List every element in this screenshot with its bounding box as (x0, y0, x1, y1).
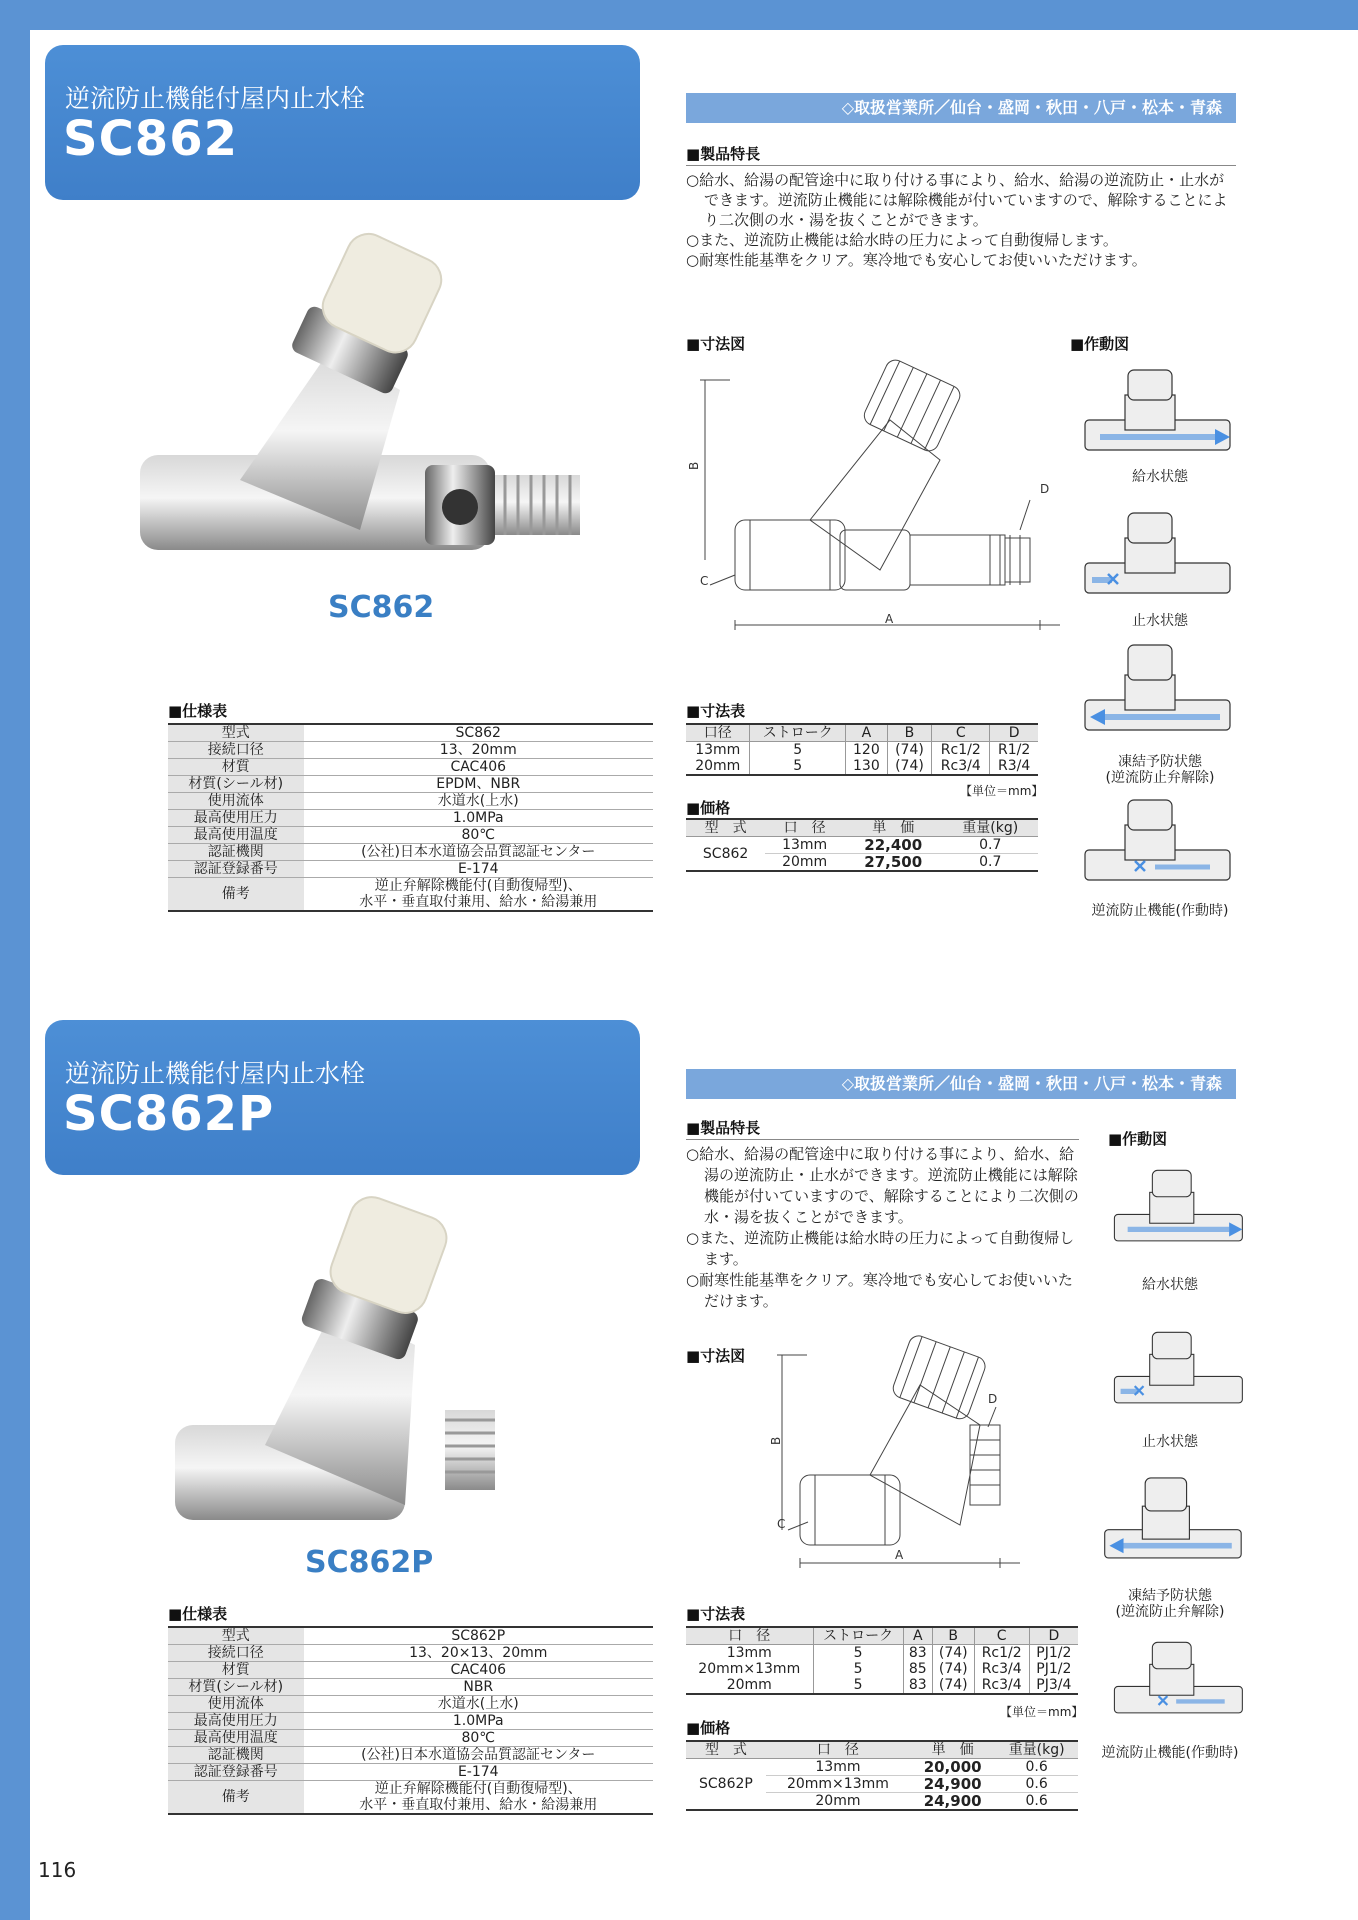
dimension-cell: PJ1/2 (1029, 1661, 1078, 1677)
price-col-header: 単 価 (844, 819, 943, 837)
features-list (686, 170, 1236, 270)
price-weight: 0.6 (995, 1759, 1078, 1776)
unit-note: 【単位＝mm】 (1000, 1705, 1084, 1719)
spec-value (304, 759, 654, 776)
label-d: D (988, 1392, 998, 1406)
dimension-cell: 13mm (726, 1645, 772, 1661)
label-a: A (885, 612, 894, 626)
spec-value (304, 724, 654, 742)
spec-key: 材質(シール材) (168, 776, 304, 793)
dimension-cell: R3/4 (990, 758, 1038, 775)
dimension-cell: (74) (932, 1645, 974, 1662)
spec-row (168, 724, 653, 742)
spec-key: 接続口径 (168, 742, 304, 759)
state-diagram (1110, 1632, 1260, 1732)
spec-row (168, 844, 653, 861)
label-b: B (687, 461, 701, 470)
spec-value (304, 1679, 654, 1696)
dimension-col-header: D (1029, 1627, 1078, 1645)
price-weight: 0.6 (995, 1776, 1078, 1793)
state-caption (1090, 1588, 1250, 1620)
label-a: A (895, 1548, 904, 1562)
spec-row (168, 759, 653, 776)
dimension-col-header: A (845, 724, 887, 742)
state-caption: 給水状態 (1142, 1277, 1198, 1293)
dimension-cell: (74) (887, 742, 931, 759)
price-weight: 0.6 (995, 1793, 1078, 1811)
side-bar (0, 0, 30, 1920)
spec-key: 備考 (168, 1781, 304, 1815)
dimension-cell: 20mm×13mm (698, 1661, 801, 1677)
dimension-cell: 5 (813, 1677, 903, 1694)
spec-table (168, 723, 653, 912)
spec-value (304, 776, 654, 793)
spec-value (304, 1781, 654, 1815)
dimension-header-row (686, 724, 1038, 742)
price-col-header: 単 価 (910, 1741, 995, 1759)
spec-value (304, 878, 654, 912)
state-caption-line: (逆流防止弁解除) (1115, 1604, 1225, 1620)
spec-value-line: CAC406 (450, 759, 507, 775)
spec-row (168, 1696, 653, 1713)
price-row (686, 837, 1038, 854)
divider (686, 165, 1236, 166)
spec-value-line: 13、20×13、20mm (409, 1645, 548, 1661)
state-caption-line: (逆流防止弁解除) (1105, 770, 1215, 786)
spec-key: 最高使用圧力 (168, 810, 304, 827)
dimension-cell: Rc1/2 (932, 742, 990, 759)
label-c: C (700, 574, 709, 588)
spec-row (168, 1730, 653, 1747)
page-number: 116 (38, 1858, 77, 1882)
price-diameter: 20mm (766, 1793, 910, 1811)
spec-value (304, 810, 654, 827)
price-col-header: 口 径 (766, 1741, 910, 1759)
dimension-cell: 5 (813, 1645, 903, 1662)
spec-value-line: 水平・垂直取付兼用、給水・給湯兼用 (359, 1797, 598, 1813)
dimension-table-heading: ■寸法表 (686, 702, 746, 720)
dimension-col-header: C (932, 724, 990, 742)
spec-key: 認証登録番号 (168, 861, 304, 878)
operation-heading: ■作動図 (1108, 1130, 1168, 1148)
dimension-cell: 83 (903, 1677, 932, 1694)
spec-key: 最高使用温度 (168, 1730, 304, 1747)
price-header-row (686, 819, 1038, 837)
dimension-row (686, 1645, 1078, 1662)
dimension-cell: (74) (887, 758, 931, 775)
title-banner (45, 45, 640, 200)
dimension-cell: R1/2 (990, 742, 1038, 759)
price-value: 20,000 (910, 1759, 995, 1776)
product-model: SC862 (63, 111, 238, 167)
dimension-drawing (687, 370, 1060, 640)
state-diagram (1080, 365, 1250, 465)
dimension-col-header: 口径 (686, 724, 750, 742)
spec-key: 型式 (168, 724, 304, 742)
spec-value-line: 逆止弁解除機能付(自動復帰型)、 (374, 1781, 582, 1797)
price-col-header: 口 径 (765, 819, 844, 837)
price-value: 27,500 (844, 854, 943, 872)
spec-value (304, 1730, 654, 1747)
spec-key: 接続口径 (168, 1645, 304, 1662)
price-heading: ■価格 (686, 799, 731, 817)
spec-key: 材質(シール材) (168, 1679, 304, 1696)
label-d: D (1040, 482, 1050, 496)
price-diameter: 13mm (766, 1759, 910, 1776)
spec-value-line: (公社)日本水道協会品質認証センター (361, 1747, 596, 1763)
price-table (686, 1740, 1078, 1811)
features-heading: ■製品特長 (686, 1119, 761, 1137)
state-diagram (1110, 1322, 1260, 1422)
dimension-cell: 5 (750, 758, 845, 775)
spec-row (168, 1645, 653, 1662)
state-diagram (1110, 1160, 1260, 1260)
product-photo (130, 230, 610, 590)
spec-value-line: 13、20mm (439, 742, 517, 758)
price-heading: ■価格 (686, 1719, 731, 1737)
spec-value (304, 1627, 654, 1645)
spec-value (304, 844, 654, 861)
dimension-drawing (760, 1345, 1020, 1575)
price-col-header: 重量(kg) (943, 819, 1039, 837)
dimension-row (686, 758, 1038, 775)
dimension-col-header: A (903, 1627, 932, 1645)
spec-value (304, 1696, 654, 1713)
spec-key: 材質 (168, 1662, 304, 1679)
spec-key: 材質 (168, 759, 304, 776)
dimension-col-header: ストローク (750, 724, 845, 742)
price-value: 24,900 (910, 1793, 995, 1811)
office-bar: ◇取扱営業所／仙台・盛岡・秋田・八戸・松本・青森 (686, 93, 1236, 123)
spec-value (304, 1662, 654, 1679)
spec-value (304, 1747, 654, 1764)
office-bar: ◇取扱営業所／仙台・盛岡・秋田・八戸・松本・青森 (686, 1069, 1236, 1099)
dimension-cell: 130 (845, 758, 887, 775)
state-diagram (1080, 508, 1250, 608)
dimension-cell: (74) (932, 1677, 974, 1694)
product-model: SC862P (63, 1086, 275, 1142)
price-model: SC862P (686, 1759, 766, 1811)
dimension-cell: Rc1/2 (974, 1645, 1029, 1662)
spec-value-line: E-174 (457, 861, 499, 877)
spec-row (168, 742, 653, 759)
product-subtitle: 逆流防止機能付屋内止水栓 (65, 1059, 366, 1088)
label-c: C (777, 1517, 786, 1531)
spec-row (168, 1764, 653, 1781)
price-value: 24,900 (910, 1776, 995, 1793)
label-b: B (769, 1436, 783, 1445)
price-weight: 0.7 (943, 837, 1039, 854)
spec-value (304, 1713, 654, 1730)
spec-key: 使用流体 (168, 1696, 304, 1713)
price-col-header: 重量(kg) (995, 1741, 1078, 1759)
state-diagram (1080, 640, 1250, 750)
spec-value-line: 水道水(上水) (437, 793, 519, 809)
state-diagram (1080, 795, 1250, 895)
price-model: SC862 (686, 837, 765, 872)
spec-row (168, 1679, 653, 1696)
dimension-cell: 13mm (695, 742, 741, 758)
spec-row (168, 1627, 653, 1645)
spec-value-line: SC862 (455, 725, 501, 741)
title-banner (45, 1020, 640, 1175)
dimension-cell: 20mm (726, 1677, 772, 1693)
divider (686, 1139, 1079, 1140)
dimension-cell: PJ3/4 (1029, 1677, 1078, 1694)
spec-row (168, 878, 653, 912)
spec-value-line: CAC406 (450, 1662, 507, 1678)
feature-item: ○また、逆流防止機能は給水時の圧力によって自動復帰します。 (686, 1229, 1075, 1268)
spec-value-line: 水道水(上水) (437, 1696, 519, 1712)
feature-item: ○また、逆流防止機能は給水時の圧力によって自動復帰します。 (686, 231, 1118, 249)
dimension-col-header: ストローク (813, 1627, 903, 1645)
price-weight: 0.7 (943, 854, 1039, 872)
spec-value-line: 80℃ (461, 1730, 496, 1746)
state-caption-line: 凍結予防状態 (1128, 1588, 1212, 1604)
feature-item: ○給水、給湯の配管途中に取り付ける事により、給水、給湯の逆流防止・止水ができます。逆流防止機能には解除機能が付いていますので、解除することにより二次側の水・湯を抜くことができます。 (686, 171, 1228, 229)
dimension-table (686, 723, 1038, 776)
photo-label: SC862P (305, 1545, 434, 1580)
state-caption: 逆流防止機能(作動時) (1091, 903, 1229, 919)
spec-table (168, 1626, 653, 1815)
product-subtitle: 逆流防止機能付屋内止水栓 (65, 84, 366, 113)
dimension-cell: 120 (845, 742, 887, 759)
spec-value-line: 80℃ (461, 827, 496, 843)
spec-key: 使用流体 (168, 793, 304, 810)
dimension-cell: 83 (903, 1645, 932, 1662)
product-photo (165, 1195, 525, 1535)
price-diameter: 20mm (765, 854, 844, 872)
spec-key: 備考 (168, 878, 304, 912)
spec-value (304, 1764, 654, 1781)
dimension-cell: 85 (903, 1661, 932, 1677)
photo-label: SC862 (328, 590, 435, 625)
price-diameter: 13mm (765, 837, 844, 854)
price-col-header: 型 式 (686, 819, 765, 837)
state-diagram (1100, 1470, 1260, 1580)
price-value: 22,400 (844, 837, 943, 854)
operation-heading: ■作動図 (1070, 335, 1130, 353)
dimension-col-header: 口 径 (686, 1627, 813, 1645)
spec-key: 認証登録番号 (168, 1764, 304, 1781)
spec-value-line: E-174 (457, 1764, 499, 1780)
dimension-col-header: C (974, 1627, 1029, 1645)
features-heading: ■製品特長 (686, 145, 761, 163)
dimension-table (686, 1626, 1078, 1695)
dimension-row (686, 1677, 1078, 1694)
state-caption-line: 凍結予防状態 (1118, 754, 1202, 770)
spec-value-line: 1.0MPa (452, 810, 504, 826)
price-table (686, 818, 1038, 872)
spec-value-line: (公社)日本水道協会品質認証センター (361, 844, 596, 860)
spec-row (168, 793, 653, 810)
dimension-cell: 5 (750, 742, 845, 759)
state-caption: 給水状態 (1132, 469, 1188, 485)
spec-value-line: 逆止弁解除機能付(自動復帰型)、 (374, 878, 582, 894)
price-header-row (686, 1741, 1078, 1759)
spec-value-line: 1.0MPa (452, 1713, 504, 1729)
spec-heading: ■仕様表 (168, 702, 228, 720)
state-caption (1080, 754, 1240, 786)
feature-item: ○耐寒性能基準をクリア。寒冷地でも安心してお使いいただけます。 (686, 251, 1147, 269)
spec-key: 型式 (168, 1627, 304, 1645)
dimension-cell: (74) (932, 1661, 974, 1677)
dimension-cell: PJ1/2 (1029, 1645, 1078, 1662)
spec-row (168, 1713, 653, 1730)
spec-row (168, 1781, 653, 1815)
dimension-drawing-heading: ■寸法図 (686, 335, 746, 353)
spec-key: 認証機関 (168, 844, 304, 861)
price-col-header: 型 式 (686, 1741, 766, 1759)
price-row (686, 1759, 1078, 1776)
spec-value (304, 861, 654, 878)
spec-row (168, 827, 653, 844)
spec-value (304, 1645, 654, 1662)
spec-key: 認証機関 (168, 1747, 304, 1764)
dimension-cell: Rc3/4 (932, 758, 990, 775)
spec-value (304, 793, 654, 810)
spec-key: 最高使用圧力 (168, 1713, 304, 1730)
spec-key: 最高使用温度 (168, 827, 304, 844)
spec-row (168, 861, 653, 878)
spec-row (168, 776, 653, 793)
spec-value-line: NBR (463, 1679, 494, 1695)
price-diameter: 20mm×13mm (766, 1776, 910, 1793)
dimension-header-row (686, 1627, 1078, 1645)
features-list (686, 1144, 1079, 1312)
dimension-col-header: B (887, 724, 931, 742)
state-caption: 逆流防止機能(作動時) (1101, 1745, 1239, 1761)
dimension-col-header: D (990, 724, 1038, 742)
spec-value (304, 827, 654, 844)
spec-heading: ■仕様表 (168, 1605, 228, 1623)
dimension-cell: Rc3/4 (974, 1677, 1029, 1694)
state-caption: 止水状態 (1132, 613, 1188, 629)
dimension-table-heading: ■寸法表 (686, 1605, 746, 1623)
dimension-col-header: B (932, 1627, 974, 1645)
spec-value-line: EPDM、NBR (436, 776, 521, 792)
spec-row (168, 1662, 653, 1679)
dimension-cell: 20mm (695, 758, 741, 774)
spec-value-line: SC862P (451, 1628, 506, 1644)
state-caption: 止水状態 (1142, 1434, 1198, 1450)
spec-value (304, 742, 654, 759)
top-bar (0, 0, 1358, 30)
unit-note: 【単位＝mm】 (960, 784, 1044, 798)
feature-item: ○耐寒性能基準をクリア。寒冷地でも安心してお使いいただけます。 (686, 1271, 1073, 1310)
feature-item: ○給水、給湯の配管途中に取り付ける事により、給水、給湯の逆流防止・止水ができます。逆流防止機能には解除機能が付いていますので、解除することにより二次側の水・湯を抜くことができます。 (686, 1145, 1079, 1226)
dimension-cell: Rc3/4 (974, 1661, 1029, 1677)
spec-row (168, 1747, 653, 1764)
dimension-drawing-heading: ■寸法図 (686, 1347, 746, 1365)
spec-value-line: 水平・垂直取付兼用、給水・給湯兼用 (359, 894, 598, 910)
spec-row (168, 810, 653, 827)
dimension-row (686, 742, 1038, 759)
dimension-row (686, 1661, 1078, 1677)
dimension-cell: 5 (813, 1661, 903, 1677)
